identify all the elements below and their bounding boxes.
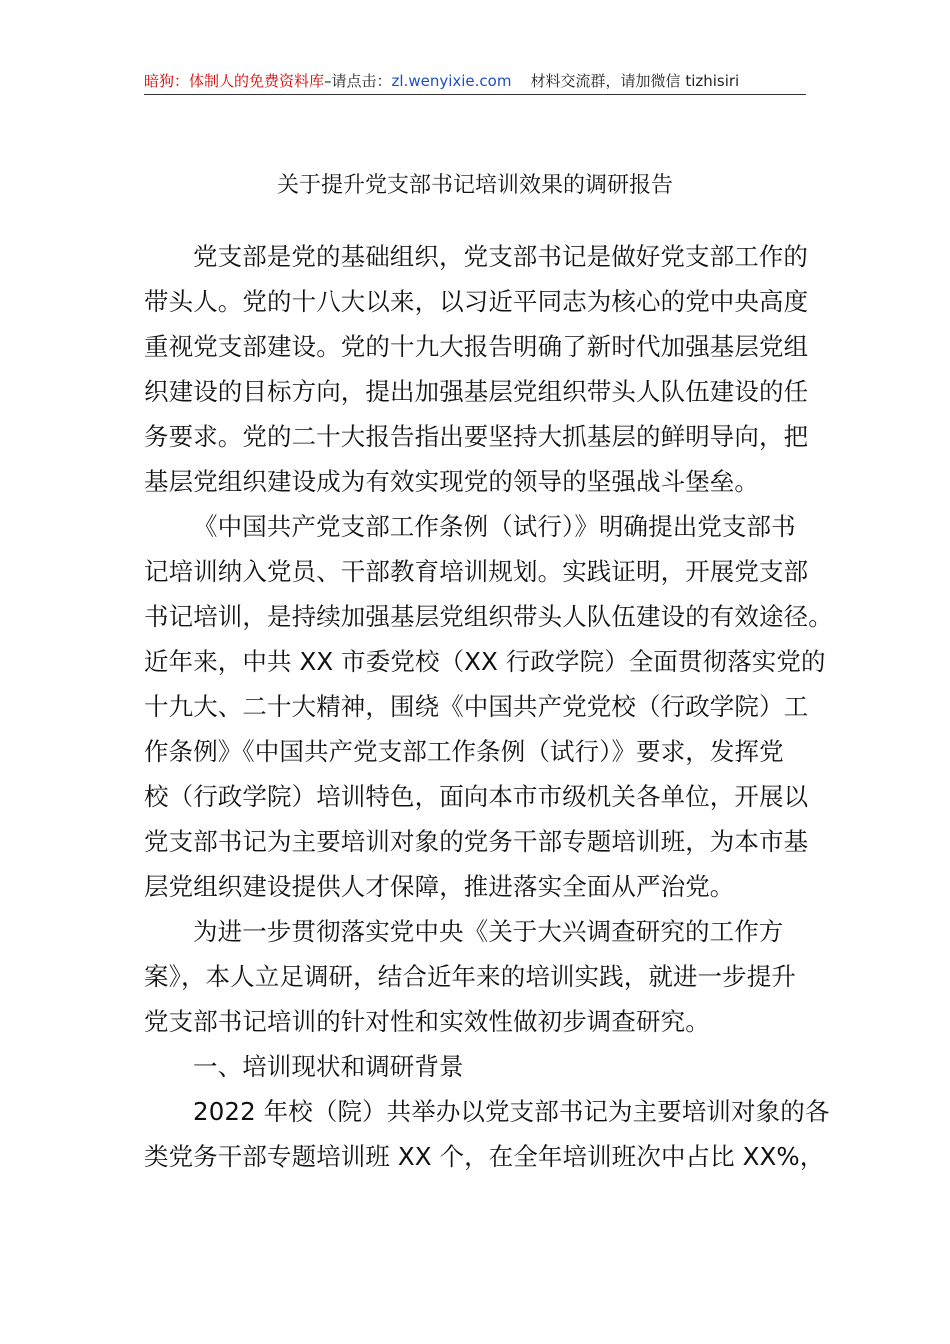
body-line: 织建设的目标方向，提出加强基层党组织带头人队伍建设的任 xyxy=(144,377,809,406)
header-brand: 暗狗：体制人的免费资料库 xyxy=(144,72,325,90)
body-line: 带头人。党的十八大以来，以习近平同志为核心的党中央高度 xyxy=(144,287,809,316)
document-title: 关于提升党支部书记培训效果的调研报告 xyxy=(276,173,673,198)
body-line: 《中国共产党支部工作条例（试行）》明确提出党支部书 xyxy=(193,512,796,541)
body-line: 党支部是党的基础组织，党支部书记是做好党支部工作的 xyxy=(193,242,808,271)
body-line: 十九大、二十大精神，围绕《中国共产党党校（行政学院）工 xyxy=(144,692,809,721)
body-line: 党支部书记为主要培训对象的党务干部专题培训班，为本市基 xyxy=(144,827,809,856)
header-divider xyxy=(144,94,806,95)
body-line: 党支部书记培训的针对性和实效性做初步调查研究。 xyxy=(144,1007,710,1036)
page-header xyxy=(144,70,806,96)
body-line: 记培训纳入党员、干部教育培训规划。实践证明，开展党支部 xyxy=(144,557,809,586)
body-line: 类党务干部专题培训班 XX 个，在全年培训班次中占比 XX%， xyxy=(144,1142,825,1171)
section-heading: 一、培训现状和调研背景 xyxy=(193,1052,464,1081)
body-line: 2022 年校（院）共举办以党支部书记为主要培训对象的各 xyxy=(193,1097,830,1126)
header-prompt: –请点击： xyxy=(324,72,392,90)
body-line: 层党组织建设提供人才保障，推进落实全面从严治党。 xyxy=(144,872,735,901)
header-contact: 材料交流群，请加微信 tizhisiri xyxy=(530,72,740,90)
body-line: 案》，本人立足调研，结合近年来的培训实践，就进一步提升 xyxy=(144,962,796,991)
header-url-link[interactable]: zl.wenyixie.com xyxy=(391,72,512,90)
body-line: 作条例》《中国共产党支部工作条例（试行）》要求，发挥党 xyxy=(144,737,784,766)
body-line: 近年来，中共 XX 市委党校（XX 行政学院）全面贯彻落实党的 xyxy=(144,647,826,676)
document-body xyxy=(144,234,833,1179)
body-line: 为进一步贯彻落实党中央《关于大兴调查研究的工作方 xyxy=(193,917,784,946)
body-line: 校（行政学院）培训特色，面向本市市级机关各单位，开展以 xyxy=(144,782,809,811)
body-line: 基层党组织建设成为有效实现党的领导的坚强战斗堡垒。 xyxy=(144,467,759,496)
body-line: 务要求。党的二十大报告指出要坚持大抓基层的鲜明导向，把 xyxy=(144,422,809,451)
body-line: 重视党支部建设。党的十九大报告明确了新时代加强基层党组 xyxy=(144,332,809,361)
body-line: 书记培训，是持续加强基层党组织带头人队伍建设的有效途径。 xyxy=(144,602,833,631)
